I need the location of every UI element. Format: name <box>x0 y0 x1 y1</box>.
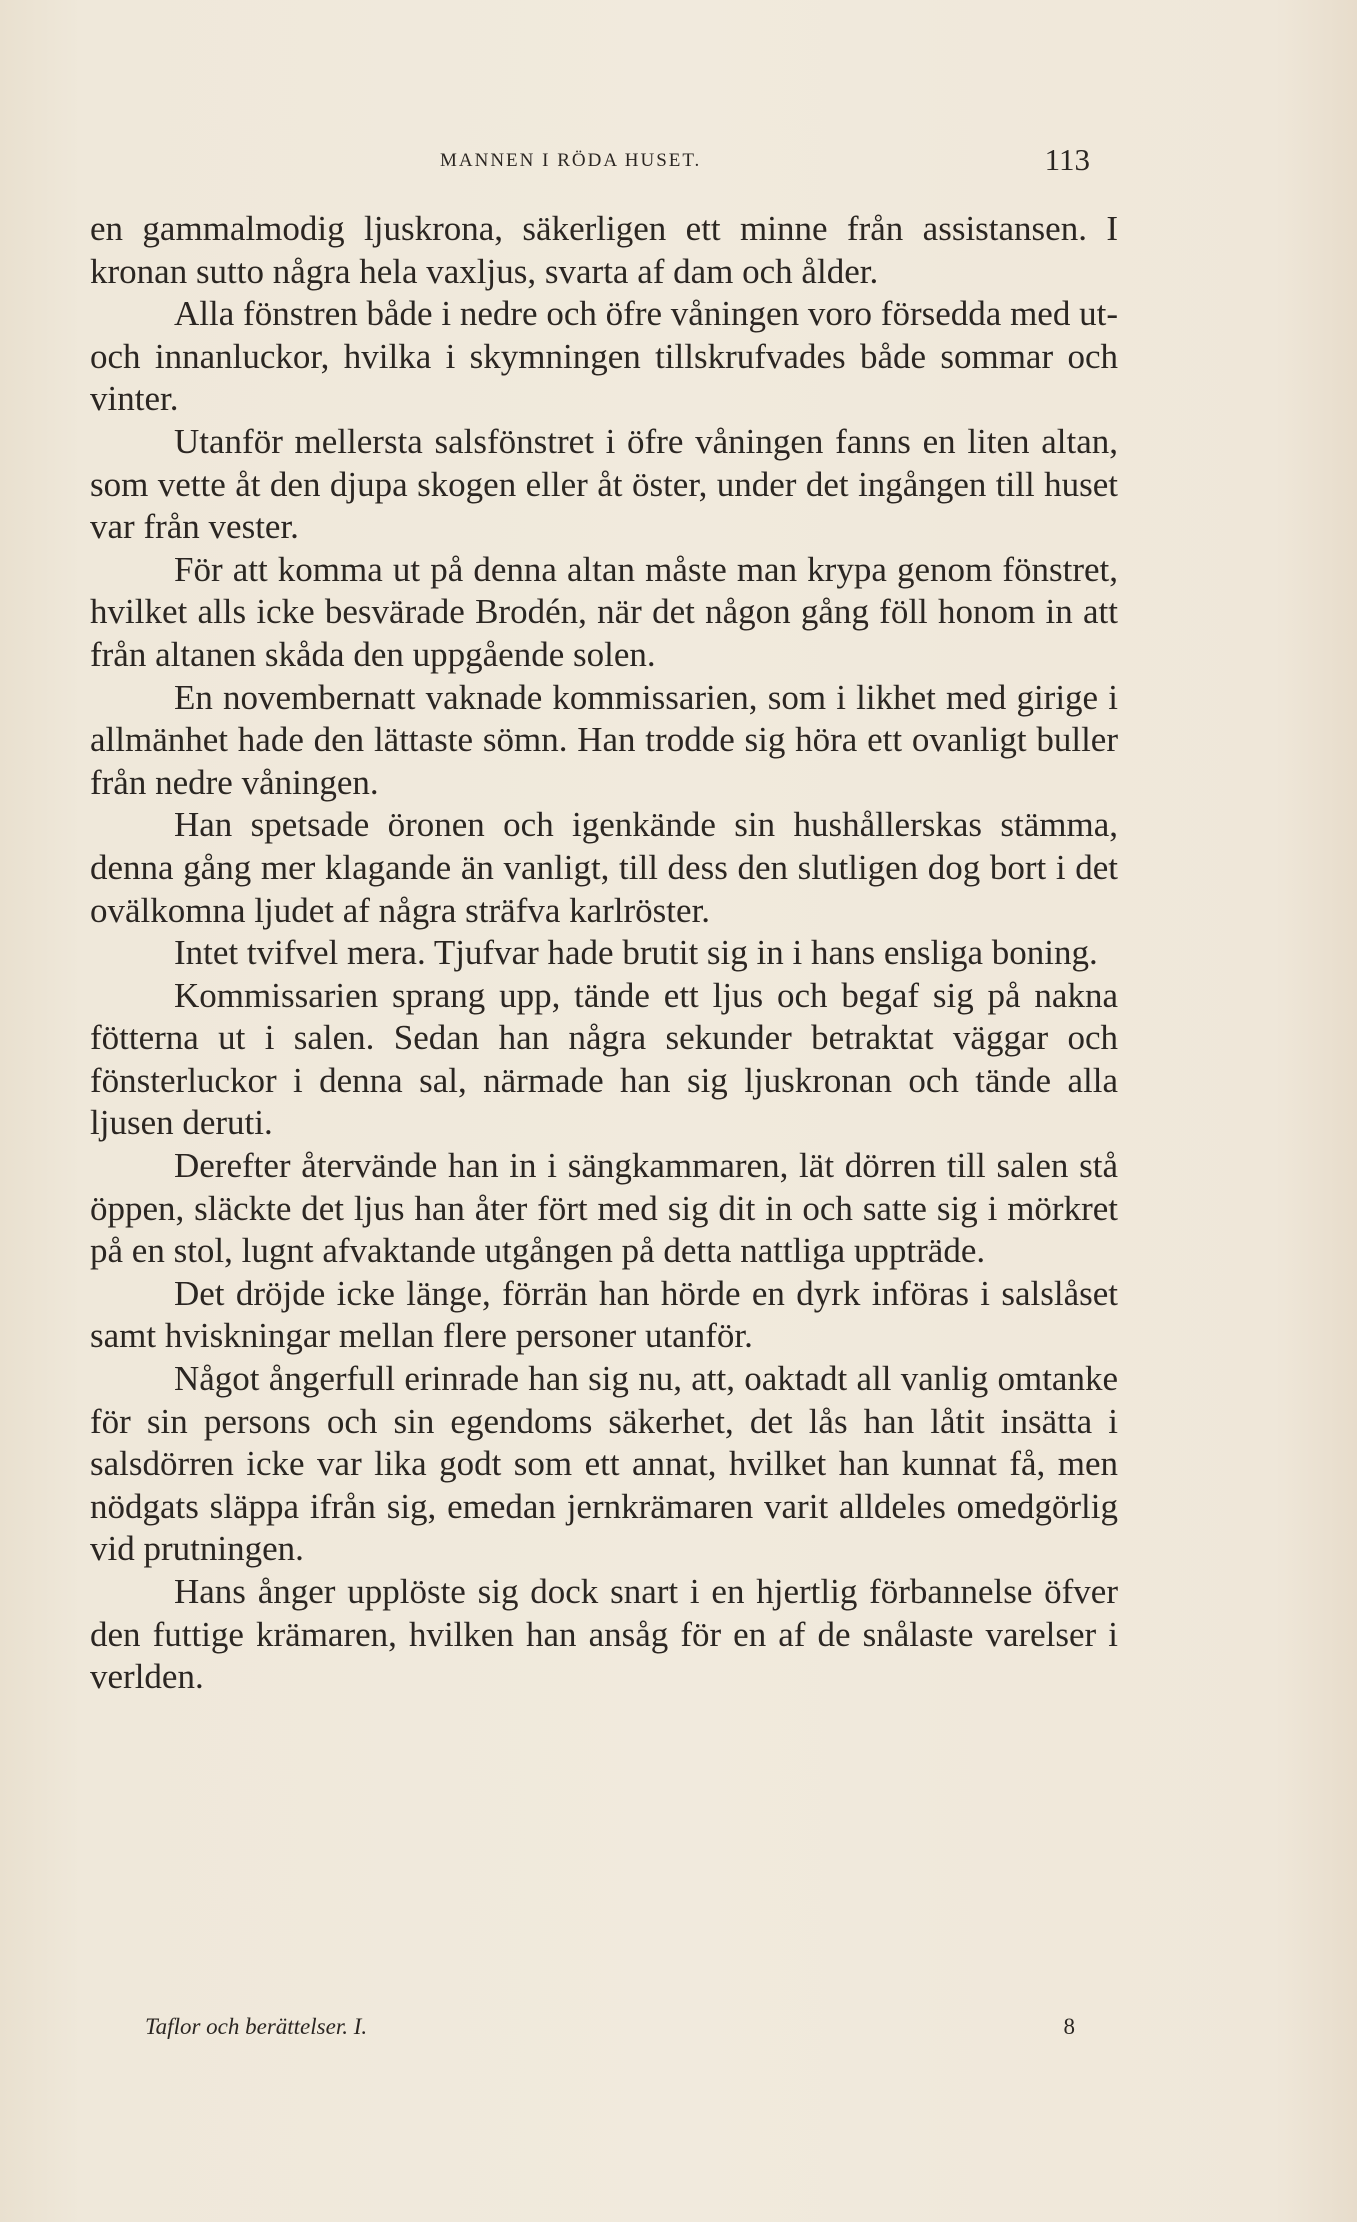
running-title: MANNEN I RÖDA HUSET. <box>440 150 702 171</box>
page-header <box>90 142 1090 182</box>
body-text <box>90 208 1118 1699</box>
paragraph: Något ångerfull erinrade han sig nu, att, oaktadt all vanlig omtanke för sin persons och sin egendoms säkerhet, det lås han låtit insätta i salsdörren icke var lika godt som ett annat, hvilket han kunnat få, men nödgats släppa ifrån sig, emedan jernkrämaren varit alldeles omedgörlig vid prutningen. <box>90 1359 1118 1569</box>
sheet-number: 8 <box>1063 2014 1075 2039</box>
paragraph: Han spetsade öronen och igenkände sin hushållerskas stämma, denna gång mer klagande än vanligt, till dess den slutligen dog bort i det ovälkomna ljudet af några sträfva karlröster. <box>90 805 1118 930</box>
paragraph: Det dröjde icke länge, förrän han hörde en dyrk införas i salslåset samt hviskningar mellan flere personer utanför. <box>90 1273 1118 1356</box>
paragraph: Intet tvifvel mera. Tjufvar hade brutit sig in i hans ensliga boning. <box>174 933 1098 973</box>
paragraph: Derefter återvände han in i sängkammaren, lät dörren till salen stå öppen, släckte det ljus han åter fört med sig dit in och satte sig i mörkret på en stol, lugnt afvaktande utgången på detta nattliga uppträde. <box>90 1146 1118 1271</box>
printer-signature: Taflor och berättelser. I. <box>145 2014 368 2039</box>
paragraph: Hans ånger upplöste sig dock snart i en hjertlig förbannelse öfver den futtige krämaren, hvilken han ansåg för en af de snålaste varelser i verlden. <box>90 1572 1118 1697</box>
page-number: 113 <box>1044 142 1090 177</box>
paragraph: En novembernatt vaknade kommissarien, som i likhet med girige i allmänhet hade den lättaste sömn. Han trodde sig höra ett ovanligt buller från nedre våningen. <box>90 677 1118 802</box>
paragraph: För att komma ut på denna altan måste man krypa genom fönstret, hvilket alls icke besvärade Brodén, när det någon gång föll honom in att från altanen skåda den uppgående solen. <box>90 549 1118 674</box>
paragraph: Alla fönstren både i nedre och öfre våningen voro försedda med ut- och innanluckor, hvilka i skymningen tillskrufvades både sommar och vinter. <box>90 294 1118 419</box>
paragraph: en gammalmodig ljuskrona, säkerligen ett minne från assistansen. I kronan sutto några hela vaxljus, svarta af dam och ålder. <box>90 209 1118 291</box>
page-footer <box>145 2014 1075 2054</box>
paragraph: Kommissarien sprang upp, tände ett ljus och begaf sig på nakna fötterna ut i salen. Sedan han några sekunder betraktat väggar och fönsterluckor i denna sal, närmade han sig ljuskronan och tände alla ljusen deruti. <box>90 975 1118 1143</box>
paragraph: Utanför mellersta salsfönstret i öfre våningen fanns en liten altan, som vette åt den djupa skogen eller åt öster, under det ingången till huset var från vester. <box>90 421 1118 547</box>
